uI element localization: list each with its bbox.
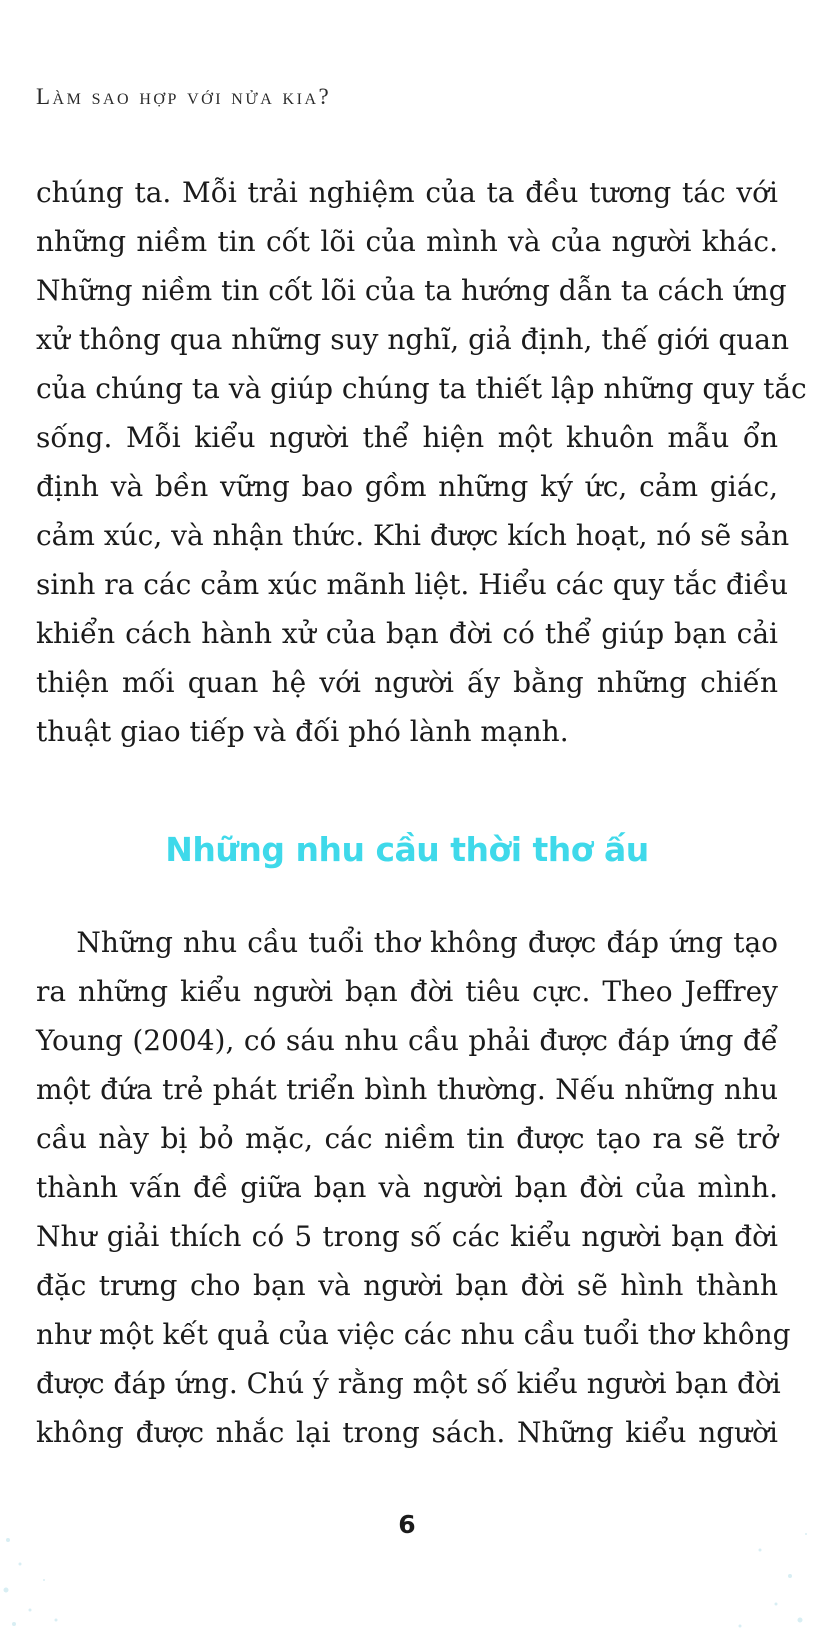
text-line: khiển cách hành xử của bạn đời có thể giúp bạn cải	[36, 617, 778, 650]
text-line: những niềm tin cốt lõi của mình và của người khác.	[36, 225, 778, 258]
text-line: cảm xúc, và nhận thức. Khi được kích hoạt, nó sẽ sản	[36, 519, 790, 552]
text-line: đặc trưng cho bạn và người bạn đời sẽ hình thành	[36, 1269, 778, 1302]
body-paragraph-1	[36, 168, 807, 756]
text-line: thuật giao tiếp và đối phó lành mạnh.	[36, 715, 569, 748]
text-line: một đứa trẻ phát triển bình thường. Nếu những nhu	[36, 1073, 778, 1106]
page-number: 6	[398, 1510, 416, 1539]
text-line: như một kết quả của việc các nhu cầu tuổi thơ không	[36, 1318, 791, 1351]
text-line: định và bền vững bao gồm những ký ức, cảm giác,	[36, 470, 778, 503]
text-line: Những niềm tin cốt lõi của ta hướng dẫn ta cách ứng	[36, 274, 787, 307]
running-header: Làm sao hợp với nửa kia?	[36, 84, 332, 109]
text-line: thiện mối quan hệ với người ấy bằng những chiến	[36, 666, 778, 699]
text-line: xử thông qua những suy nghĩ, giả định, thế giới quan	[36, 323, 790, 356]
text-line: Young (2004), có sáu nhu cầu phải được đáp ứng để	[36, 1024, 778, 1057]
text-line: sống. Mỗi kiểu người thể hiện một khuôn mẫu ổn	[36, 421, 778, 454]
text-line: sinh ra các cảm xúc mãnh liệt. Hiểu các quy tắc điều	[36, 568, 789, 601]
text-line: thành vấn đề giữa bạn và người bạn đời của mình.	[36, 1171, 778, 1204]
text-line: chúng ta. Mỗi trải nghiệm của ta đều tương tác với	[36, 176, 778, 209]
text-line: Như giải thích có 5 trong số các kiểu người bạn đời	[36, 1220, 778, 1253]
section-heading: Những nhu cầu thời thơ ấu	[165, 830, 649, 869]
text-line: không được nhắc lại trong sách. Những kiểu người	[36, 1416, 778, 1449]
text-line: được đáp ứng. Chú ý rằng một số kiểu người bạn đời	[36, 1367, 781, 1400]
body-paragraph-2	[36, 918, 791, 1457]
text-line: ra những kiểu người bạn đời tiêu cực. Theo Jeffrey	[36, 975, 778, 1008]
text-line: của chúng ta và giúp chúng ta thiết lập những quy tắc	[36, 372, 807, 405]
text-line: cầu này bị bỏ mặc, các niềm tin được tạo ra sẽ trở	[36, 1122, 778, 1155]
text-line: Những nhu cầu tuổi thơ không được đáp ứng tạo	[36, 926, 778, 959]
